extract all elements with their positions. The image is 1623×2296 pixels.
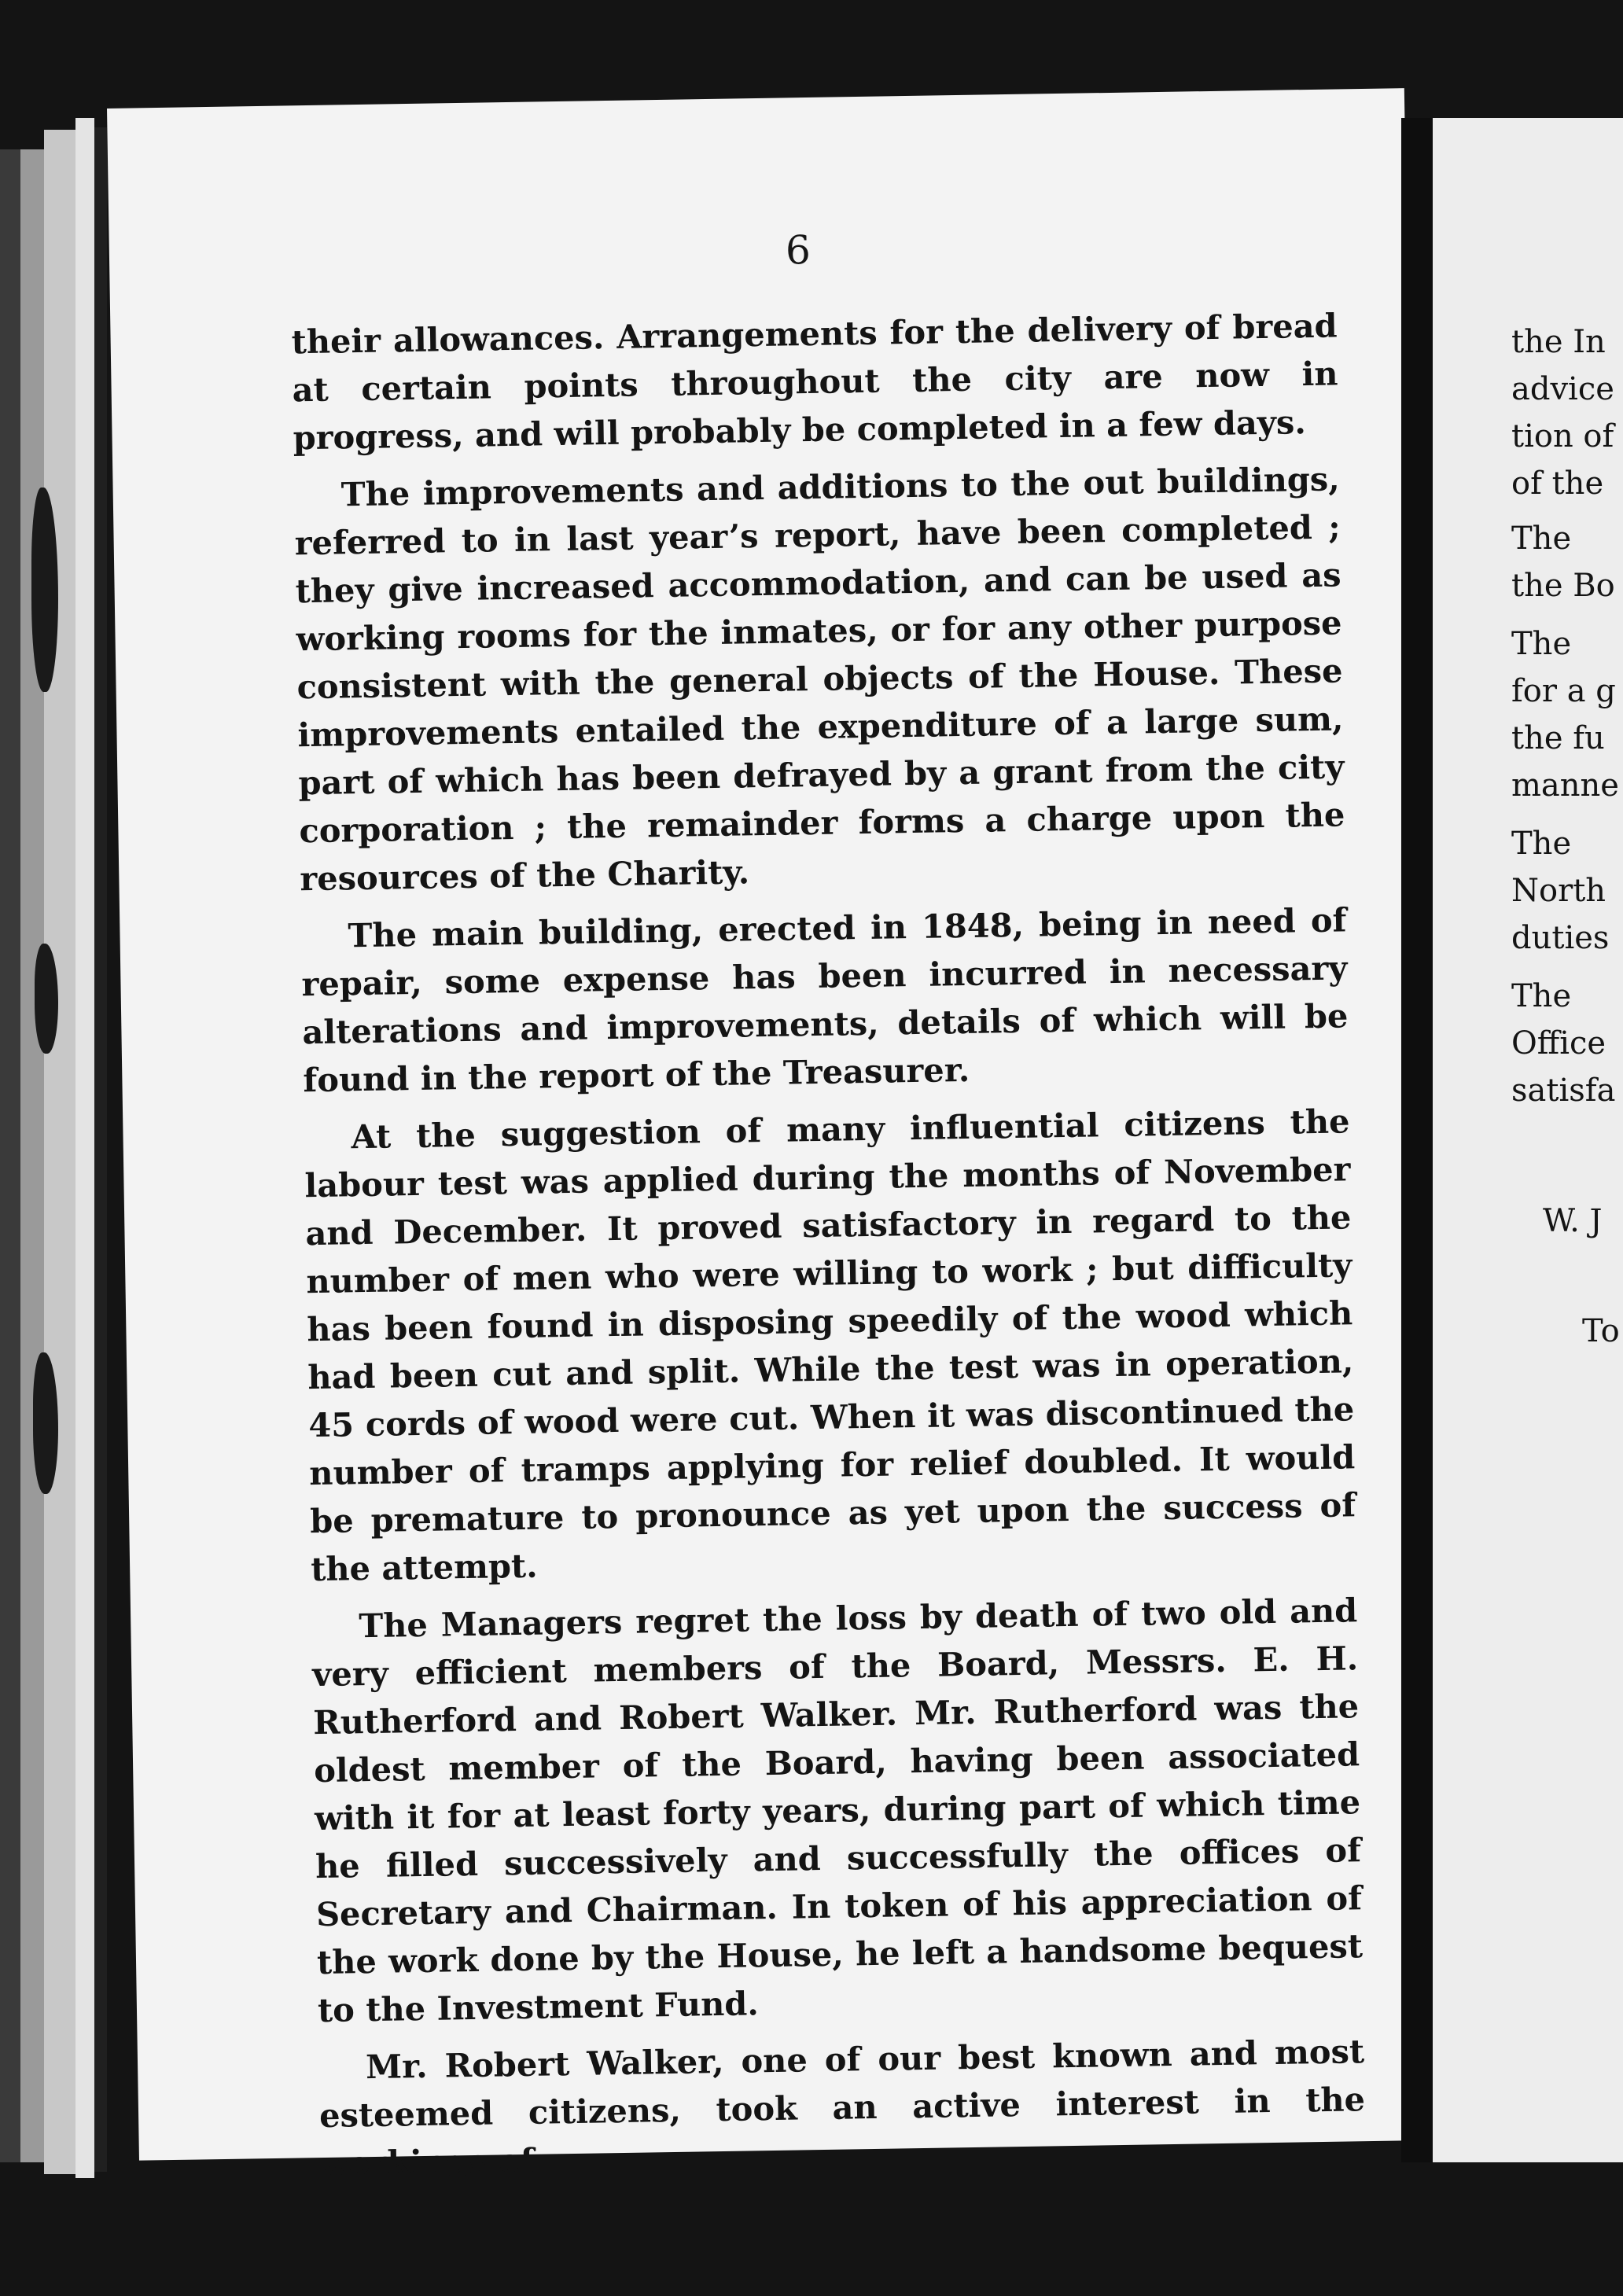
- facing-page-fragment: Office: [1511, 1025, 1606, 1062]
- facing-page-fragment: tion of: [1511, 418, 1614, 454]
- paragraph: The improvements and additions to the out buildings, referred to in last year’s report, have been completed ; they give increased accommodation, and can be used as working rooms for the inmates, or for any other purpose consistent with the general objects of the House. These improvements entailed the expenditure of a large sum, part of which has been defrayed by a grant from the city corporation ; the remainder forms a charge upon the resources of the Charity.: [294, 459, 1345, 899]
- page-shadow: [94, 127, 107, 2172]
- facing-page-fragment: the Bo: [1511, 568, 1615, 604]
- book-page-edge-2: [44, 130, 75, 2174]
- paragraph: The Managers regret the loss by death of two old and very efficient members of the Board, Messrs. E. H. Rutherford and Robert Walker. Mr. Rutherford was the oldest member of the Board, having been associated with it for at least forty years, during part of which time he filled successively and successfully the offices of Secretary and Chairman. In token of his appreciation of the work done by the House, he left a handsome bequest to the Investment Fund.: [311, 1591, 1364, 2030]
- facing-page-fragment: the fu: [1511, 720, 1605, 756]
- paragraph: their allowances. Arrangements for the delivery of bread at certain points throughout the city are now in progress, and will probably be completed in a few days.: [291, 306, 1338, 458]
- book-gutter: [1401, 118, 1433, 2162]
- facing-page-fragment: The: [1511, 826, 1572, 862]
- facing-page-fragment: To: [1582, 1313, 1620, 1349]
- facing-page: [1433, 118, 1623, 2162]
- facing-page-fragment: manne: [1511, 767, 1619, 804]
- facing-page-fragment: of the: [1511, 465, 1604, 502]
- page-body: [291, 301, 1366, 2197]
- book-page-edge-1: [20, 149, 44, 2162]
- facing-page-fragment: satisfa: [1511, 1073, 1616, 1109]
- facing-page-fragment: for a g: [1511, 673, 1616, 709]
- facing-page-fragment: duties: [1511, 920, 1610, 956]
- facing-page-fragment: The: [1511, 978, 1572, 1014]
- facing-page-fragment: W. J: [1543, 1203, 1603, 1239]
- paragraph: Mr. Robert Walker, one of our best known and most esteemed citizens, took an active interest in the workings of: [318, 2032, 1366, 2184]
- facing-page-fragment: The: [1511, 521, 1572, 557]
- facing-page-fragment: North: [1511, 873, 1606, 909]
- book-page: [107, 88, 1437, 2184]
- paragraph: At the suggestion of many influential citizens the labour test was applied during the months of November and December. It proved satisfactory in regard to the number of men who were willing to work ; but difficulty has been found in disposing speedily of the wood which had been cut and split. While the test was in operation, 45 cords of wood were cut. When it was discontinued the number of tramps applying for relief doubled. It would be premature to pronounce as yet upon the success of the attempt.: [304, 1102, 1356, 1589]
- book-page-edge-3: [75, 118, 94, 2178]
- facing-page-fragment: advice: [1511, 371, 1614, 407]
- paragraph: The main building, erected in 1848, being in need of repair, some expense has been incurred in necessary alterations and improvements, details of which will be found in the report of the Treasurer.: [301, 900, 1349, 1100]
- facing-page-fragment: The: [1511, 626, 1572, 662]
- page-number: 6: [785, 226, 812, 274]
- book-edge-dark: [0, 149, 20, 2162]
- facing-page-fragment: the In: [1511, 324, 1606, 360]
